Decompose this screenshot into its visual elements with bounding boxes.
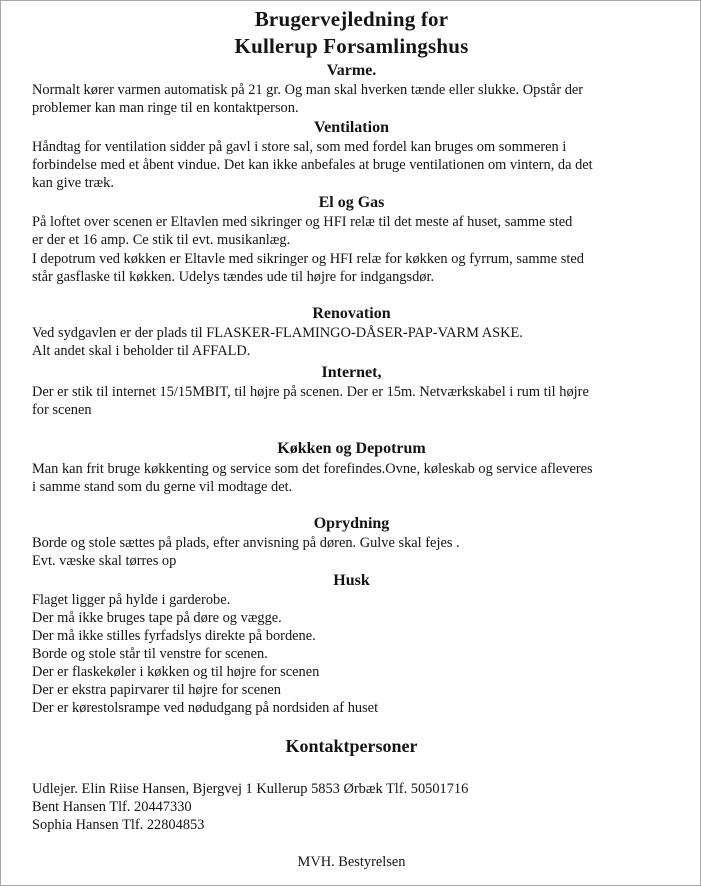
document-title-line-1: Brugervejledning for [254,7,449,31]
contact-line-2: Bent Hansen Tlf. 20447330 [32,799,192,815]
oprydning-line-2: Evt. væske skal tørres op [32,553,177,569]
ventilation-line-1: Håndtag for ventilation sidder på gavl i store sal, som med fordel kan bruges om sommeren i [32,139,567,155]
internet-line-1: Der er stik til internet 15/15MBIT, til højre på scenen. Der er 15m. Netværkskabel i rum til højre [32,384,589,400]
ventilation-line-2: forbindelse med et åbent vindue. Det kan ikke anbefales at bruge ventilationen om vintern, da det [32,157,593,173]
oprydning-line-1: Borde og stole sættes på plads, efter anvisning på døren. Gulve skal fejes . [32,535,460,551]
section-heading-varme: Varme. [326,62,377,79]
el-og-gas-line-4: står gasflaske til køkken. Udelys tændes ude til højre for indgangsdør. [32,269,435,285]
document-title-line-2: Kullerup Forsamlingshus [234,34,469,58]
section-heading-el-og-gas: El og Gas [318,194,385,211]
varme-line-2: problemer kan man ringe til en kontaktperson. [32,100,299,116]
kokken-line-2: i samme stand som du gerne vil modtage det. [32,479,293,495]
section-heading-husk: Husk [333,572,370,589]
renovation-line-2: Alt andet skal i beholder til AFFALD. [32,343,251,359]
signoff: MVH. Bestyrelsen [297,854,406,870]
husk-line-5: Der er flaskekøler i køkken og til højre for scenen [32,664,320,680]
el-og-gas-line-2: er der et 16 amp. Ce stik til evt. musikanlæg. [32,232,291,248]
husk-line-1: Flaget ligger på hylde i garderobe. [32,592,231,608]
section-heading-oprydning: Oprydning [313,515,390,532]
kokken-line-1: Man kan frit bruge køkkenting og service som det forefindes.Ovne, køleskab og service afleveres [32,461,593,477]
renovation-line-1: Ved sydgavlen er der plads til FLASKER-FLAMINGO-DÅSER-PAP-VARM ASKE. [32,325,523,341]
internet-line-2: for scenen [32,402,92,418]
husk-line-4: Borde og stole står til venstre for scenen. [32,646,268,662]
section-heading-ventilation: Ventilation [314,119,389,136]
husk-line-7: Der er kørestolsrampe ved nødudgang på nordsiden af huset [32,700,379,716]
husk-line-3: Der må ikke stilles fyrfadslys direkte på bordene. [32,628,316,644]
husk-line-6: Der er ekstra papirvarer til højre for scenen [32,682,281,698]
section-heading-kontaktpersoner: Kontaktpersoner [285,736,418,756]
ventilation-line-3: kan give træk. [32,175,114,191]
section-heading-renovation: Renovation [312,305,391,322]
husk-line-2: Der må ikke bruges tape på døre og vægge. [32,610,282,626]
section-heading-kokken-og-depotrum: Køkken og Depotrum [277,440,426,457]
el-og-gas-line-1: På loftet over scenen er Eltavlen med sikringer og HFI relæ til det meste af huset, samme sted [32,214,573,230]
section-heading-internet: Internet, [321,364,382,381]
el-og-gas-line-3: I depotrum ved køkken er Eltavle med sikringer og HFI relæ for køkken og fyrrum, samme sted [32,251,584,267]
contact-line-1: Udlejer. Elin Riise Hansen, Bjergvej 1 Kullerup 5853 Ørbæk Tlf. 50501716 [32,781,469,797]
contact-line-3: Sophia Hansen Tlf. 22804853 [32,817,205,833]
varme-line-1: Normalt kører varmen automatisk på 21 gr. Og man skal hverken tænde eller slukke. Opstår der [32,82,584,98]
